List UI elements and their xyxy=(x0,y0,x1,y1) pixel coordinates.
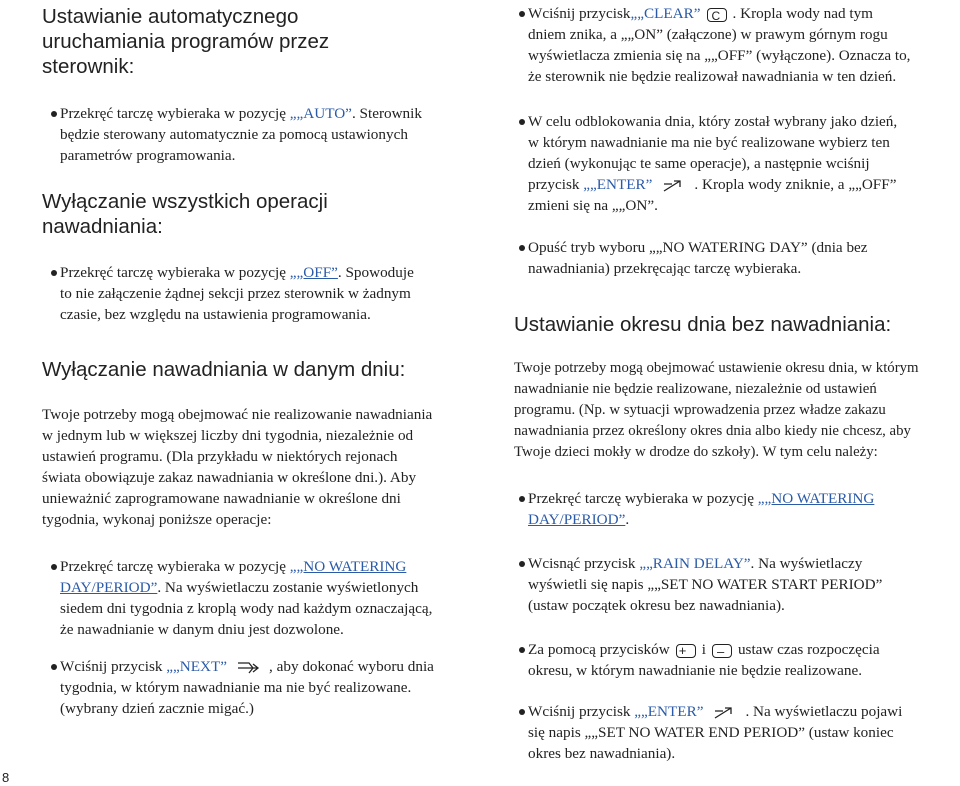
bullet-dot xyxy=(519,119,525,125)
plus-key-icon xyxy=(676,644,696,658)
bullet-exit-mode: Opuść tryb wyboru „„NO WATERING DAY” (dnia bez nawadniania) przekręcając tarczę wybieraka. xyxy=(528,237,958,279)
heading-auto: Ustawianie automatycznego uruchamiania programów przez sterownik: xyxy=(42,5,330,78)
bullet-dot xyxy=(519,561,525,567)
paragraph-period: Twoje potrzeby mogą obejmować ustawienie okresu dnia, w którym nawadnianie nie będzie realizowane, niezależnie od ustawień programu. (Np. w sytuacji wprowadzenia przez władze zakazu nawadniania przez określony okres dnia albo kiedy nie chcesz, aby Twoje dzieci mokły w drodze do szkoły). W tym celu należy: xyxy=(514,360,919,460)
bullet-dot xyxy=(519,647,525,653)
bullet-dot xyxy=(519,496,525,502)
bullet-dot xyxy=(51,270,57,276)
bullet-off: Przekręć tarczę wybieraka w pozycję „„OFF”. Spowoduje to nie załączenie żądnej sekcji przez sterownik w żadnym czasie, bez względu na ustawienia programowania. xyxy=(60,262,500,325)
bullet-rain-delay: Wcisnąć przycisk „„RAIN DELAY”. Na wyświetlaczy wyświetli się napis „„SET NO WATER START PERIOD” (ustaw początek okresu bez nawadniania). xyxy=(528,553,958,616)
next-arrow-icon xyxy=(235,660,261,676)
bullet-auto: Przekręć tarczę wybieraka w pozycję „„AUTO”. Sterownik będzie sterowany automatycznie za pomocą ustawionych parametrów programowania. xyxy=(60,103,500,166)
heading-period: Ustawianie okresu dnia bez nawadniania: xyxy=(514,313,892,336)
bullet-dot xyxy=(51,664,57,670)
bullet-no-watering-select: Przekręć tarczę wybieraka w pozycję „„NO WATERING DAY/PERIOD”. Na wyświetlaczu zostanie wyświetlonych siedem dni tygodnia z kroplą wody nad każdym oznaczającą, że nawadnianie w danym dniu jest dozwolone. xyxy=(60,556,500,640)
minus-key-icon xyxy=(712,644,732,658)
paragraph-no-watering-day: Twoje potrzeby mogą obejmować nie realizowanie nawadniania w jednym lub w większej liczby dni tygodnia, niezależnie od ustawień programu. (Dla przykładu w niektórych rejonach świata obowiązuje zakaz nawadniania w określone dni.). Aby unieważnić zaprogramowane nawadnianie w określone dni tygodnia, wykonaj poniższe operacje: xyxy=(42,406,433,528)
bullet-enter-end: Wciśnij przycisk „„ENTER” . Na wyświetlaczu pojawi się napis „„SET NO WATER END PERIOD” (ustaw koniec okres bez nawadniania). xyxy=(528,701,958,764)
bullet-set-start: Za pomocą przycisków+ i– ustaw czas rozpoczęcia okresu, w którym nawadnianie nie będzie realizowane. xyxy=(528,639,958,681)
bullet-dot xyxy=(51,564,57,570)
bullet-dot xyxy=(519,245,525,251)
bullet-period-select: Przekręć tarczę wybieraka w pozycję „„NO WATERING DAY/PERIOD”. xyxy=(528,488,958,530)
page-number: 8 xyxy=(2,770,10,785)
bullet-clear: Wciśnij przycisk„„CLEAR”C . Kropla wody nad tym dniem znika, a „„ON” (załączone) w prawym górnym rogu wyświetlacza zmienia się na „„OFF” (wyłączone). Oznacza to, że sterownik nie będzie realizował nawadniania w ten dzień. xyxy=(528,3,958,87)
clear-key-icon xyxy=(707,8,727,22)
bullet-dot xyxy=(519,11,525,17)
bullet-next: Wciśnij przycisk „„NEXT” , aby dokonać wyboru dnia tygodnia, w którym nawadnianie ma nie być realizowane. (wybrany dzień zacznie migać.) xyxy=(60,656,500,719)
bullet-dot xyxy=(51,111,57,117)
enter-arrow-icon xyxy=(660,178,686,194)
heading-off: Wyłączanie wszystkich operacji nawadniania: xyxy=(42,190,328,238)
heading-no-watering-day: Wyłączanie nawadniania w danym dniu: xyxy=(42,358,406,381)
bullet-unlock-day: W celu odblokowania dnia, który został wybrany jako dzień, w którym nawadnianie ma nie być realizowane wybierz ten dzień (wykonując te same operacje), a następnie wciśnij przycisk „„ENTER” . Kropla wody zniknie, a „„OFF” zmieni się na „„ON”. xyxy=(528,111,958,216)
bullet-dot xyxy=(519,709,525,715)
enter-arrow-icon xyxy=(711,705,737,721)
